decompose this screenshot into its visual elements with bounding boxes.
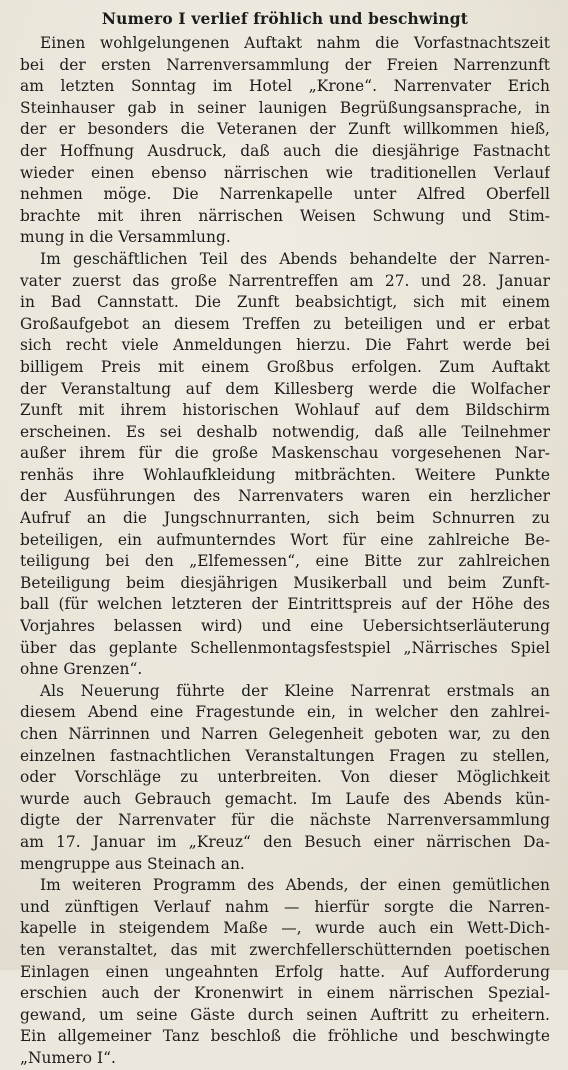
text-line: der Hoffnung Ausdruck, daß auch die diesjährige Fastnacht <box>20 141 550 160</box>
text-line: teiligung bei den „Elfemessen“, eine Bitte zur zahlreichen <box>20 552 550 571</box>
text-line: ball (für welchen letzteren der Eintrittspreis auf der Höhe des <box>20 595 550 614</box>
text-line: außer ihrem für die große Maskenschau vorgesehenen Nar- <box>20 444 550 463</box>
text-line: Als Neuerung führte der Kleine Narrenrat erstmals an <box>40 681 550 700</box>
text-line: Im weiteren Programm des Abends, der einen gemütlichen <box>40 876 550 895</box>
text-line: Beteiligung beim diesjährigen Musikerball und beim Zunft- <box>20 573 550 592</box>
text-line: der Veranstaltung auf dem Killesberg werde die Wolfacher <box>20 379 550 398</box>
text-line: Vorjahres belassen wird) und eine Uebersichtserläuterung <box>20 617 550 636</box>
text-line: vater zuerst das große Narrentreffen am 27. und 28. Januar <box>20 271 550 290</box>
text-line: mengruppe aus Steinach an. <box>20 854 245 873</box>
article-paragraph <box>20 249 550 681</box>
text-line: der Ausführungen des Narrenvaters waren ein herzlicher <box>20 487 550 506</box>
text-line: bei der ersten Narrenversammlung der Freien Narrenzunft <box>20 55 550 74</box>
text-line: wieder einen ebenso närrischen wie traditionellen Verlauf <box>20 163 550 182</box>
text-line: diesem Abend eine Fragestunde ein, in welcher den zahlrei- <box>20 703 550 722</box>
text-line: billigem Preis mit einem Großbus erfolgen. Zum Auftakt <box>20 357 550 376</box>
text-line: ohne Grenzen“. <box>20 660 143 679</box>
article-column <box>20 8 550 1070</box>
article-paragraph <box>20 33 550 249</box>
text-line: Einlagen einen ungeahnten Erfolg hatte. Auf Aufforderung <box>20 962 550 981</box>
text-line: über das geplante Schellenmontagsfestspiel „Närrisches Spiel <box>20 638 550 657</box>
article-paragraph <box>20 875 550 1069</box>
text-line: beteiligen, ein aufmunterndes Wort für eine zahlreiche Be- <box>20 530 550 549</box>
text-line: nehmen möge. Die Narrenkapelle unter Alfred Oberfell <box>20 185 550 204</box>
article-title: Numero I verlief fröhlich und beschwingt <box>101 10 469 28</box>
text-line: Im geschäftlichen Teil des Abends behandelte der Narren- <box>40 249 550 268</box>
text-line: chen Närrinnen und Narren Gelegenheit geboten war, zu den <box>20 725 550 743</box>
text-line: kapelle in steigendem Maße —, wurde auch ein Wett-Dich- <box>20 919 550 938</box>
text-line: renhäs ihre Wohlaufkleidung mitbrächten. Weitere Punkte <box>20 465 550 484</box>
text-line: am 17. Januar im „Kreuz“ den Besuch einer närrischen Da- <box>20 832 550 851</box>
text-line: einzelnen fastnachtlichen Veranstaltungen Fragen zu stellen, <box>20 746 550 765</box>
article-paragraph <box>20 681 550 875</box>
text-line: der er besonders die Veteranen der Zunft willkommen hieß, <box>20 120 550 139</box>
text-line: und zünftigen Verlauf nahm — hierfür sorgte die Narren- <box>20 897 550 916</box>
text-line: wurde auch Gebrauch gemacht. Im Laufe des Abends kün- <box>20 789 550 808</box>
text-line: brachte mit ihren närrischen Weisen Schwung und Stim- <box>20 206 550 225</box>
text-line: mung in die Versammlung. <box>20 228 231 247</box>
text-line: Einen wohlgelungenen Auftakt nahm die Vorfastnachtszeit <box>40 34 550 52</box>
text-line: erscheinen. Es sei deshalb notwendig, daß alle Teilnehmer <box>20 422 550 441</box>
text-line: Zunft mit ihrem historischen Wohlauf auf dem Bildschirm <box>20 401 550 420</box>
text-line: gewand, um seine Gäste durch seinen Auftritt zu erheitern. <box>20 1005 550 1024</box>
article-body <box>20 33 550 1070</box>
text-line: am letzten Sonntag im Hotel „Krone“. Narrenvater Erich <box>20 77 550 96</box>
text-line: „Numero I“. <box>20 1048 116 1067</box>
text-line: Aufruf an die Jungschnurranten, sich beim Schnurren zu <box>20 509 550 528</box>
text-line: Großaufgebot an diesem Treffen zu beteiligen und er erbat <box>20 314 550 333</box>
text-line: sich recht viele Anmeldungen hierzu. Die Fahrt werde bei <box>20 336 550 355</box>
text-line: ten veranstaltet, das mit zwerchfellerschütternden poetischen <box>20 940 550 959</box>
text-line: Ein allgemeiner Tanz beschloß die fröhliche und beschwingte <box>20 1027 550 1046</box>
text-line: digte der Narrenvater für die nächste Narrenversammlung <box>20 811 550 830</box>
text-line: in Bad Cannstatt. Die Zunft beabsichtigt, sich mit einem <box>20 293 550 312</box>
text-line: Steinhauser gab in seiner launigen Begrüßungsansprache, in <box>20 98 550 117</box>
text-line: oder Vorschläge zu unterbreiten. Von dieser Möglichkeit <box>20 768 550 787</box>
text-line: erschien auch der Kronenwirt in einem närrischen Spezial- <box>20 984 550 1003</box>
